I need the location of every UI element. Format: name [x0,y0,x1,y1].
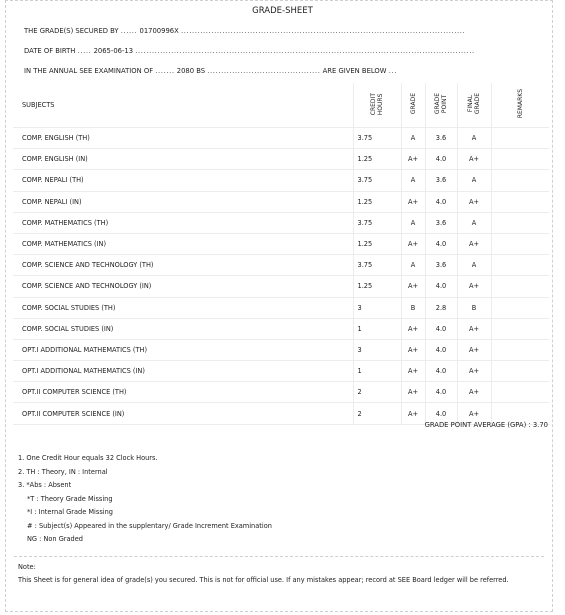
grade-point-cell: 4.0 [425,339,457,360]
grade-point-cell: 3.6 [425,212,457,233]
grade-point-cell: 2.8 [425,297,457,318]
gpa-value: 3.70 [532,421,548,429]
remarks-cell [491,318,549,339]
exam-suffix: ARE GIVEN BELOW [322,67,387,75]
credit-hours-cell: 3.75 [353,128,401,149]
final-grade-cell: A+ [457,149,491,170]
symbol-number: 01700996X [139,27,179,35]
grade-point-cell: 4.0 [425,318,457,339]
subject-cell: OPT.I ADDITIONAL MATHEMATICS (IN) [13,361,353,382]
credit-hours-cell: 3.75 [353,170,401,191]
gpa-line [425,421,548,429]
table-row [13,339,549,360]
legend-item: *I : Internal Grade Missing [27,508,113,516]
credit-hours-cell: 3.75 [353,212,401,233]
grade-point-cell: 3.6 [425,170,457,191]
legend-item: 1. One Credit Hour equals 32 Clock Hours. [18,454,158,462]
table-header-row [13,83,549,128]
final-grade-cell: A+ [457,339,491,360]
dob-line: DATE OF BIRTH ..... 2065-06-13 ........................................................................................................................... [24,47,475,55]
subject-cell: OPT.I ADDITIONAL MATHEMATICS (TH) [13,339,353,360]
header-credit-hours: CREDIT HOURS [353,83,401,128]
grade-cell: A+ [401,361,425,382]
grade-cell: A+ [401,149,425,170]
grade-cell: A+ [401,191,425,212]
grade-cell: A [401,212,425,233]
legend-item: # : Subject(s) Appeared in the supplentary/ Grade Increment Examination [27,521,272,530]
grade-cell: A [401,255,425,276]
note-label: Note: [18,563,36,571]
table-row [13,170,549,191]
remarks-cell [491,382,549,403]
credit-hours-cell: 1.25 [353,149,401,170]
credit-hours-cell: 1 [353,361,401,382]
final-grade-cell: A+ [457,382,491,403]
exam-label: IN THE ANNUAL SEE EXAMINATION OF [24,67,154,75]
dob-value: 2065-06-13 [93,47,134,55]
exam-year: 2080 BS [176,67,206,75]
final-grade-cell: A+ [457,191,491,212]
credit-hours-cell: 1.25 [353,276,401,297]
grade-cell: A [401,170,425,191]
remarks-cell [491,233,549,254]
grade-point-cell: 4.0 [425,403,457,424]
divider [14,556,544,557]
final-grade-cell: B [457,297,491,318]
subject-cell: COMP. MATHEMATICS (IN) [13,233,353,254]
table-row [13,128,549,149]
credit-hours-cell: 2 [353,403,401,424]
grade-point-cell: 4.0 [425,149,457,170]
sheet-title: GRADE-SHEET [252,6,313,16]
grade-cell: B [401,297,425,318]
subject-cell: COMP. SCIENCE AND TECHNOLOGY (TH) [13,255,353,276]
subject-cell: COMP. SOCIAL STUDIES (TH) [13,297,353,318]
final-grade-cell: A [457,170,491,191]
header-final-grade: FINAL GRADE [457,83,491,128]
table-row [13,255,549,276]
header-subjects: SUBJECTS [13,83,353,128]
final-grade-cell: A [457,128,491,149]
remarks-cell [491,128,549,149]
grade-cell: A [401,128,425,149]
header-grade-point: GRADE POINT [425,83,457,128]
gpa-label: GRADE POINT AVERAGE (GPA) : [424,421,531,429]
grade-cell: A+ [401,382,425,403]
grade-point-cell: 4.0 [425,191,457,212]
remarks-cell [491,339,549,360]
final-grade-cell: A+ [457,318,491,339]
final-grade-cell: A+ [457,276,491,297]
credit-hours-cell: 3.75 [353,255,401,276]
grade-cell: A+ [401,233,425,254]
credit-hours-cell: 2 [353,382,401,403]
secured-by-label: THE GRADE(S) SECURED BY [24,27,119,35]
final-grade-cell: A+ [457,361,491,382]
header-remarks: REMARKS [491,83,549,128]
credit-hours-cell: 1.25 [353,191,401,212]
remarks-cell [491,361,549,382]
remarks-cell [491,149,549,170]
grade-point-cell: 3.6 [425,255,457,276]
grade-point-cell: 4.0 [425,382,457,403]
legend [18,452,272,547]
legend-item: *T : Theory Grade Missing [27,494,113,503]
remarks-cell [491,170,549,191]
subject-cell: COMP. NEPALI (TH) [13,170,353,191]
final-grade-cell: A [457,212,491,233]
grade-cell: A+ [401,318,425,339]
subject-cell: COMP. SOCIAL STUDIES (IN) [13,318,353,339]
grades-table [13,83,549,425]
final-grade-cell: A [457,255,491,276]
final-grade-cell: A+ [457,233,491,254]
table-row [13,297,549,318]
remarks-cell [491,276,549,297]
grade-point-cell: 4.0 [425,361,457,382]
subject-cell: COMP. ENGLISH (IN) [13,149,353,170]
grade-point-cell: 4.0 [425,276,457,297]
remarks-cell [491,255,549,276]
grade-point-cell: 3.6 [425,128,457,149]
subject-cell: OPT.II COMPUTER SCIENCE (TH) [13,382,353,403]
credit-hours-cell: 1 [353,318,401,339]
grade-cell: A+ [401,339,425,360]
note [18,561,538,587]
legend-item: 2. TH : Theory, IN : Internal [18,467,108,476]
table-row [13,149,549,170]
table-row [13,382,549,403]
grade-cell: A+ [401,276,425,297]
credit-hours-cell: 3 [353,339,401,360]
note-text: This Sheet is for general idea of grade(s) you secured. This is not for official use. If any mistakes appear; record at SEE Board ledger will be referred. [18,576,509,584]
legend-item: 3. *Abs : Absent [18,481,72,489]
dob-label: DATE OF BIRTH [24,47,76,55]
credit-hours-cell: 3 [353,297,401,318]
exam-line: IN THE ANNUAL SEE EXAMINATION OF ....... 2080 BS ......................................... ARE GIVEN BELOW ... [24,67,397,75]
subject-cell: COMP. MATHEMATICS (TH) [13,212,353,233]
subject-cell: OPT.II COMPUTER SCIENCE (IN) [13,403,353,424]
table-row [13,361,549,382]
legend-item: NG : Non Graded [27,535,83,543]
table-row [13,318,549,339]
grade-cell: A+ [401,403,425,424]
header-grade: GRADE [401,83,425,128]
table-row [13,233,549,254]
secured-by-line: THE GRADE(S) SECURED BY ...... 01700996X ....................................................................................................... [24,27,466,35]
subject-cell: COMP. NEPALI (IN) [13,191,353,212]
table-row [13,191,549,212]
remarks-cell [491,191,549,212]
remarks-cell [491,212,549,233]
table-row [13,212,549,233]
final-grade-cell: A+ [457,403,491,424]
subject-cell: COMP. SCIENCE AND TECHNOLOGY (IN) [13,276,353,297]
table-row [13,276,549,297]
grade-point-cell: 4.0 [425,233,457,254]
remarks-cell [491,297,549,318]
subject-cell: COMP. ENGLISH (TH) [13,128,353,149]
credit-hours-cell: 1.25 [353,233,401,254]
